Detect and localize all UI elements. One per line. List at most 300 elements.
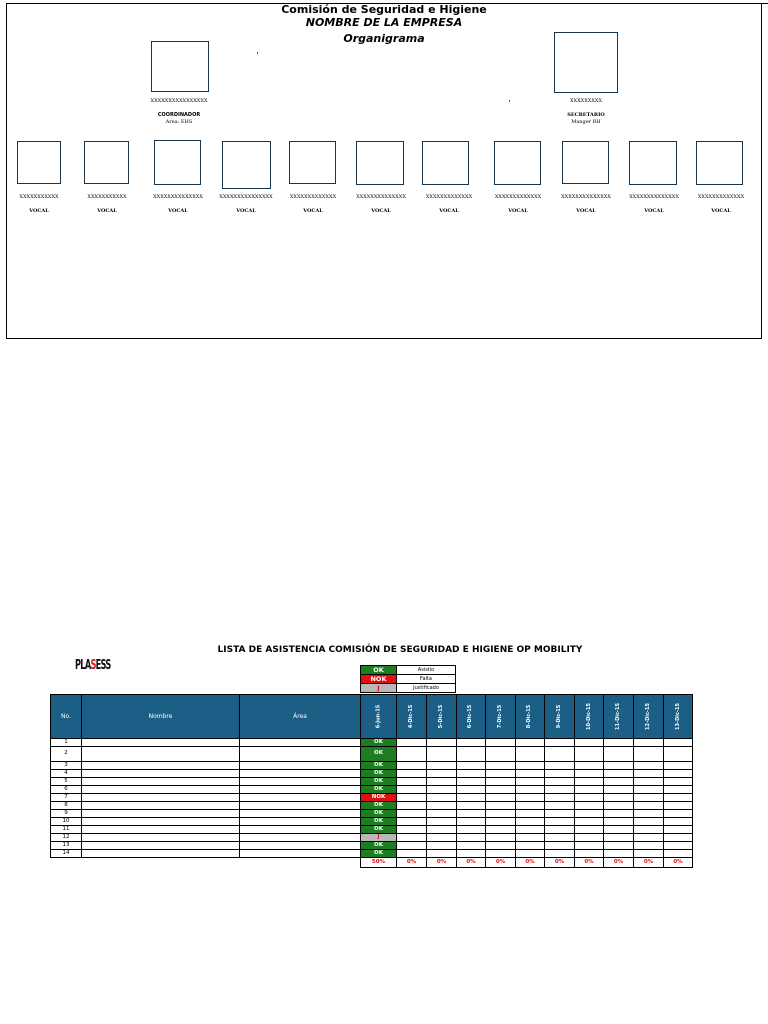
legend-row	[361, 684, 456, 693]
attendance-cell[interactable]	[486, 826, 516, 834]
attendance-percentage: 50%	[361, 858, 397, 868]
attendance-cell[interactable]	[604, 739, 634, 747]
row-area-cell[interactable]	[240, 834, 361, 842]
attendance-cell[interactable]	[516, 826, 545, 834]
attendance-cell[interactable]	[575, 794, 604, 802]
row-name-cell[interactable]	[82, 850, 240, 858]
vocal-name: XXXXXXXXXXXXX	[289, 194, 337, 200]
attendance-cell[interactable]	[427, 850, 457, 858]
attendance-cell[interactable]	[516, 747, 545, 762]
attendance-cell[interactable]	[427, 826, 457, 834]
attendance-cell[interactable]	[575, 747, 604, 762]
attendance-cell[interactable]	[427, 802, 457, 810]
attendance-cell[interactable]	[427, 778, 457, 786]
attendance-cell[interactable]	[634, 794, 664, 802]
attendance-cell[interactable]	[397, 818, 427, 826]
attendance-cell[interactable]	[427, 739, 457, 747]
attendance-cell[interactable]	[545, 770, 575, 778]
row-name-cell[interactable]	[82, 810, 240, 818]
attendance-cell[interactable]	[575, 802, 604, 810]
header-date	[397, 695, 427, 739]
attendance-cell[interactable]	[427, 810, 457, 818]
attendance-cell[interactable]	[634, 802, 664, 810]
row-name-cell[interactable]	[82, 818, 240, 826]
table-row	[51, 747, 693, 762]
vocal-name: XXXXXXXXXXXXX	[425, 194, 473, 200]
attendance-cell[interactable]	[634, 842, 664, 850]
attendance-cell[interactable]	[457, 818, 486, 826]
row-area-cell[interactable]	[240, 786, 361, 794]
attendance-cell[interactable]	[397, 762, 427, 770]
row-area-cell[interactable]	[240, 850, 361, 858]
attendance-cell[interactable]	[457, 850, 486, 858]
attendance-cell[interactable]	[516, 770, 545, 778]
attendance-cell[interactable]	[634, 850, 664, 858]
attendance-cell[interactable]	[486, 818, 516, 826]
attendance-cell[interactable]	[634, 826, 664, 834]
marker-tick	[509, 100, 510, 102]
header-date	[361, 695, 397, 739]
attendance-cell[interactable]	[604, 802, 634, 810]
row-number: 9	[51, 810, 82, 818]
attendance-cell[interactable]	[575, 778, 604, 786]
table-row	[51, 786, 693, 794]
attendance-cell[interactable]	[664, 770, 693, 778]
attendance-cell[interactable]	[486, 802, 516, 810]
attendance-cell[interactable]	[545, 834, 575, 842]
vocal-photo-box	[222, 141, 271, 189]
header-date-label: 12-Dic-15	[645, 703, 651, 730]
attendance-cell[interactable]	[457, 802, 486, 810]
secretary-photo-box	[554, 32, 618, 93]
attendance-cell[interactable]	[575, 770, 604, 778]
attendance-cell[interactable]	[664, 850, 693, 858]
attendance-cell[interactable]	[516, 786, 545, 794]
attendance-cell[interactable]	[486, 770, 516, 778]
row-number: 1	[51, 739, 82, 747]
attendance-cell[interactable]	[516, 842, 545, 850]
row-name-cell[interactable]	[82, 747, 240, 762]
attendance-title: LISTA DE ASISTENCIA COMISIÓN DE SEGURIDAD E HIGIENE OP MOBILITY	[217, 645, 583, 655]
attendance-cell[interactable]	[516, 762, 545, 770]
attendance-status[interactable]: OK	[361, 818, 397, 826]
attendance-cell[interactable]	[604, 850, 634, 858]
vocal-role: VOCAL	[439, 208, 459, 214]
vocal-role: VOCAL	[508, 208, 528, 214]
vocal-photo-box	[356, 141, 404, 185]
totals-spacer	[82, 858, 240, 868]
attendance-cell[interactable]	[604, 842, 634, 850]
totals-spacer	[240, 858, 361, 868]
row-name-cell[interactable]	[82, 739, 240, 747]
coordinator-name: XXXXXXXXXXXXXXXX	[150, 98, 208, 104]
vocal-photo-box	[289, 141, 336, 184]
header-date-label: 6-Dic-15	[467, 704, 474, 729]
attendance-cell[interactable]	[664, 747, 693, 762]
header-date	[427, 695, 457, 739]
attendance-cell[interactable]	[457, 762, 486, 770]
attendance-percentage: 0%	[457, 858, 486, 868]
attendance-cell[interactable]	[604, 810, 634, 818]
attendance-cell[interactable]	[664, 794, 693, 802]
attendance-cell[interactable]	[575, 842, 604, 850]
row-number: 3	[51, 762, 82, 770]
attendance-cell[interactable]	[575, 810, 604, 818]
attendance-cell[interactable]	[604, 786, 634, 794]
attendance-cell[interactable]	[397, 739, 427, 747]
row-name-cell[interactable]	[82, 770, 240, 778]
attendance-cell[interactable]	[604, 834, 634, 842]
attendance-status[interactable]: OK	[361, 826, 397, 834]
attendance-cell[interactable]	[397, 850, 427, 858]
coordinator-role: COORDINADOR	[157, 112, 201, 118]
row-number: 10	[51, 818, 82, 826]
row-name-cell[interactable]	[82, 802, 240, 810]
header-date-label: 6-Jun-15	[374, 704, 381, 729]
attendance-cell[interactable]	[516, 834, 545, 842]
vocal-role: VOCAL	[236, 208, 256, 214]
attendance-cell[interactable]	[664, 818, 693, 826]
row-number: 2	[51, 747, 82, 762]
attendance-cell[interactable]	[457, 786, 486, 794]
attendance-cell[interactable]	[664, 810, 693, 818]
attendance-cell[interactable]	[516, 739, 545, 747]
attendance-cell[interactable]	[486, 810, 516, 818]
attendance-cell[interactable]	[457, 778, 486, 786]
row-number: 13	[51, 842, 82, 850]
attendance-cell[interactable]	[427, 818, 457, 826]
attendance-cell[interactable]	[575, 850, 604, 858]
row-area-cell[interactable]	[240, 802, 361, 810]
row-number: 7	[51, 794, 82, 802]
attendance-status[interactable]: OK	[361, 739, 397, 747]
attendance-cell[interactable]	[397, 794, 427, 802]
company-logo: PLASESS	[75, 658, 111, 673]
table-row	[51, 842, 693, 850]
legend-label: Justificado	[397, 684, 456, 693]
attendance-cell[interactable]	[427, 794, 457, 802]
row-area-cell[interactable]	[240, 826, 361, 834]
attendance-cell[interactable]	[545, 850, 575, 858]
attendance-cell[interactable]	[545, 762, 575, 770]
attendance-cell[interactable]	[486, 842, 516, 850]
vocal-photo-box	[422, 141, 469, 185]
secretary-area: Manger RH	[571, 119, 601, 125]
attendance-cell[interactable]	[545, 778, 575, 786]
attendance-cell[interactable]	[604, 770, 634, 778]
vocal-role: VOCAL	[644, 208, 664, 214]
attendance-cell[interactable]	[604, 747, 634, 762]
attendance-cell[interactable]	[486, 762, 516, 770]
attendance-cell[interactable]	[545, 794, 575, 802]
attendance-cell[interactable]	[575, 826, 604, 834]
attendance-cell[interactable]	[516, 778, 545, 786]
attendance-cell[interactable]	[486, 786, 516, 794]
row-area-cell[interactable]	[240, 770, 361, 778]
legend-code-nok: NOK	[361, 675, 397, 684]
attendance-cell[interactable]	[604, 778, 634, 786]
attendance-cell[interactable]	[516, 818, 545, 826]
attendance-cell[interactable]	[664, 842, 693, 850]
vocal-name: XXXXXXXXXXXXXXX	[219, 194, 273, 200]
attendance-status[interactable]: OK	[361, 842, 397, 850]
attendance-percentage: 0%	[516, 858, 545, 868]
attendance-cell[interactable]	[575, 818, 604, 826]
totals-spacer	[51, 858, 82, 868]
vocal-role: VOCAL	[168, 208, 188, 214]
attendance-cell[interactable]	[397, 778, 427, 786]
attendance-cell[interactable]	[457, 747, 486, 762]
attendance-cell[interactable]	[545, 842, 575, 850]
row-number: 8	[51, 802, 82, 810]
attendance-cell[interactable]	[397, 826, 427, 834]
row-area-cell[interactable]	[240, 739, 361, 747]
attendance-cell[interactable]	[427, 834, 457, 842]
table-row	[51, 794, 693, 802]
attendance-cell[interactable]	[545, 739, 575, 747]
attendance-cell[interactable]	[397, 834, 427, 842]
attendance-cell[interactable]	[664, 834, 693, 842]
attendance-status[interactable]: OK	[361, 850, 397, 858]
row-name-cell[interactable]	[82, 834, 240, 842]
header-name: Nombre	[82, 695, 240, 739]
row-number: 12	[51, 834, 82, 842]
table-row	[51, 810, 693, 818]
table-row	[51, 762, 693, 770]
row-area-cell[interactable]	[240, 842, 361, 850]
row-number: 11	[51, 826, 82, 834]
vocal-name: XXXXXXXXXXXXXX	[153, 194, 203, 200]
coordinator-area: Area: EHS	[165, 119, 193, 125]
attendance-cell[interactable]	[545, 826, 575, 834]
header-date	[545, 695, 575, 739]
legend-code-j: J	[361, 684, 397, 693]
table-row	[51, 770, 693, 778]
row-area-cell[interactable]	[240, 778, 361, 786]
table-row	[51, 826, 693, 834]
header-date-label: 7-Dic-15	[496, 704, 503, 729]
vocal-photo-box	[629, 141, 677, 185]
company-name: NOMBRE DE LA EMPRESA	[305, 16, 463, 29]
row-name-cell[interactable]	[82, 786, 240, 794]
attendance-cell[interactable]	[664, 802, 693, 810]
row-area-cell[interactable]	[240, 810, 361, 818]
attendance-cell[interactable]	[486, 850, 516, 858]
attendance-cell[interactable]	[545, 810, 575, 818]
row-area-cell[interactable]	[240, 794, 361, 802]
header-date-label: 4-Dic-15	[407, 704, 414, 729]
attendance-cell[interactable]	[604, 794, 634, 802]
table-row	[51, 778, 693, 786]
attendance-cell[interactable]	[634, 810, 664, 818]
header-date-label: 10-Dic-15	[585, 703, 592, 730]
table-row	[51, 850, 693, 858]
attendance-status[interactable]: NOK	[361, 794, 397, 802]
vocal-name: XXXXXXXXXXXXXX	[356, 194, 406, 200]
table-header-row	[51, 695, 693, 739]
attendance-cell[interactable]	[634, 770, 664, 778]
header-no: No.	[51, 695, 82, 739]
table-row	[51, 818, 693, 826]
attendance-cell[interactable]	[457, 770, 486, 778]
attendance-status[interactable]: J	[361, 834, 397, 842]
attendance-cell[interactable]	[664, 826, 693, 834]
row-name-cell[interactable]	[82, 778, 240, 786]
attendance-status[interactable]: OK	[361, 770, 397, 778]
header-date	[634, 695, 664, 739]
attendance-cell[interactable]	[486, 834, 516, 842]
attendance-cell[interactable]	[427, 747, 457, 762]
attendance-cell[interactable]	[575, 786, 604, 794]
attendance-percentage: 0%	[634, 858, 664, 868]
attendance-cell[interactable]	[457, 826, 486, 834]
row-number: 14	[51, 850, 82, 858]
attendance-percentage: 0%	[486, 858, 516, 868]
attendance-cell[interactable]	[427, 842, 457, 850]
secretary-role: SECRETARIO	[567, 112, 605, 118]
attendance-cell[interactable]	[545, 786, 575, 794]
attendance-cell[interactable]	[457, 739, 486, 747]
attendance-cell[interactable]	[634, 739, 664, 747]
row-name-cell[interactable]	[82, 794, 240, 802]
attendance-cell[interactable]	[457, 834, 486, 842]
vocal-role: VOCAL	[576, 208, 596, 214]
attendance-cell[interactable]	[545, 747, 575, 762]
organigram-subtitle: Organigrama	[343, 32, 425, 45]
table-row	[51, 739, 693, 747]
marker-tick	[257, 52, 258, 54]
row-name-cell[interactable]	[82, 842, 240, 850]
row-name-cell[interactable]	[82, 762, 240, 770]
attendance-cell[interactable]	[634, 834, 664, 842]
row-area-cell[interactable]	[240, 762, 361, 770]
vocal-photo-box	[494, 141, 541, 185]
header-date	[457, 695, 486, 739]
attendance-cell[interactable]	[664, 762, 693, 770]
commission-title: Comisión de Seguridad e Higiene	[281, 3, 487, 16]
attendance-status[interactable]: OK	[361, 778, 397, 786]
attendance-cell[interactable]	[397, 802, 427, 810]
vocal-role: VOCAL	[371, 208, 391, 214]
vocal-photo-box	[84, 141, 129, 184]
attendance-cell[interactable]	[664, 778, 693, 786]
attendance-cell[interactable]	[486, 778, 516, 786]
attendance-cell[interactable]	[634, 778, 664, 786]
attendance-percentage: 0%	[575, 858, 604, 868]
header-date	[664, 695, 693, 739]
legend-row	[361, 675, 456, 684]
attendance-cell[interactable]	[664, 786, 693, 794]
row-name-cell[interactable]	[82, 826, 240, 834]
vocal-photo-box	[154, 140, 201, 185]
attendance-cell[interactable]	[397, 770, 427, 778]
attendance-cell[interactable]	[427, 762, 457, 770]
totals-row	[51, 858, 693, 868]
row-area-cell[interactable]	[240, 818, 361, 826]
vocal-name: XXXXXXXXXXXXXX	[561, 194, 611, 200]
header-date	[575, 695, 604, 739]
attendance-percentage: 0%	[604, 858, 634, 868]
header-date-label: 11-Dic-15	[615, 703, 621, 730]
header-date-label: 8-Dic-15	[526, 704, 533, 729]
legend-code-ok: OK	[361, 666, 397, 675]
attendance-cell[interactable]	[575, 834, 604, 842]
vocal-name: XXXXXXXXXXX	[19, 194, 59, 200]
vocal-name: XXXXXXXXXXXXXX	[629, 194, 679, 200]
attendance-cell[interactable]	[516, 850, 545, 858]
attendance-cell[interactable]	[397, 842, 427, 850]
attendance-cell[interactable]	[486, 794, 516, 802]
legend-label: Falta	[397, 675, 456, 684]
attendance-cell[interactable]	[634, 747, 664, 762]
table-row	[51, 802, 693, 810]
attendance-status[interactable]: OK	[361, 786, 397, 794]
attendance-cell[interactable]	[575, 762, 604, 770]
attendance-cell[interactable]	[545, 802, 575, 810]
attendance-cell[interactable]	[397, 786, 427, 794]
attendance-cell[interactable]	[604, 826, 634, 834]
header-date	[604, 695, 634, 739]
header-date-label: 13-Dic-15	[674, 703, 681, 730]
vocal-photo-box	[562, 141, 609, 184]
attendance-cell[interactable]	[664, 739, 693, 747]
attendance-cell[interactable]	[516, 810, 545, 818]
attendance-cell[interactable]	[634, 762, 664, 770]
attendance-cell[interactable]	[457, 794, 486, 802]
table-row	[51, 834, 693, 842]
secretary-name: XXXXXXXXX	[569, 98, 603, 104]
attendance-cell[interactable]	[634, 818, 664, 826]
attendance-cell[interactable]	[634, 786, 664, 794]
vocal-role: VOCAL	[711, 208, 731, 214]
attendance-cell[interactable]	[427, 770, 457, 778]
coordinator-photo-box	[151, 41, 209, 92]
vocal-name: XXXXXXXXXXXXX	[494, 194, 542, 200]
vocal-photo-box	[696, 141, 743, 185]
attendance-cell[interactable]	[486, 747, 516, 762]
attendance-status[interactable]: OK	[361, 802, 397, 810]
legend-row	[361, 666, 456, 675]
attendance-status[interactable]: OK	[361, 810, 397, 818]
attendance-cell[interactable]	[397, 810, 427, 818]
attendance-cell[interactable]	[545, 818, 575, 826]
attendance-cell[interactable]	[575, 739, 604, 747]
vocal-name: XXXXXXXXXXXXX	[697, 194, 745, 200]
attendance-percentage: 0%	[397, 858, 427, 868]
attendance-cell[interactable]	[457, 842, 486, 850]
vocal-name: XXXXXXXXXXX	[87, 194, 127, 200]
header-date	[516, 695, 545, 739]
header-area: Área	[240, 695, 361, 739]
attendance-status[interactable]: OK	[361, 747, 397, 762]
attendance-status[interactable]: OK	[361, 762, 397, 770]
attendance-cell[interactable]	[516, 802, 545, 810]
attendance-cell[interactable]	[457, 810, 486, 818]
vocal-photo-box	[17, 141, 61, 184]
attendance-cell[interactable]	[397, 747, 427, 762]
attendance-cell[interactable]	[486, 739, 516, 747]
header-date-label: 9-Dic-15	[555, 704, 562, 729]
attendance-cell[interactable]	[516, 794, 545, 802]
header-date-label: 5-Dic-15	[437, 704, 444, 729]
attendance-cell[interactable]	[604, 818, 634, 826]
attendance-cell[interactable]	[604, 762, 634, 770]
row-area-cell[interactable]	[240, 747, 361, 762]
row-number: 4	[51, 770, 82, 778]
attendance-cell[interactable]	[427, 786, 457, 794]
legend-label: Asistio	[397, 666, 456, 675]
attendance-percentage: 0%	[545, 858, 575, 868]
